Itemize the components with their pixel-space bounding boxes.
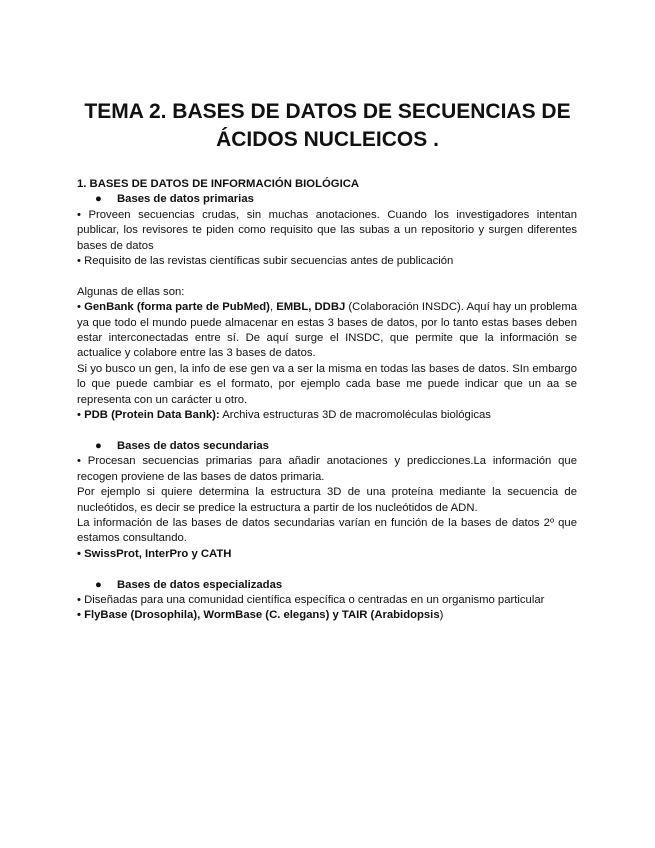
separator-text: , xyxy=(269,301,277,314)
section-heading: 1. BASES DE DATOS DE INFORMACIÓN BIOLÓGICA xyxy=(77,178,360,190)
subsection-title: Bases de datos secundarias xyxy=(117,439,269,452)
paragraph-genbank xyxy=(77,300,577,362)
paragraph: • Diseñadas para una comunidad científica específica o centradas en un organismo particular xyxy=(77,593,545,606)
subsection-title: Bases de datos especializadas xyxy=(117,578,283,591)
paragraph: La información de las bases de datos secundarias varían en función de la bases de datos 2º que estamos consultando. xyxy=(77,516,577,545)
paragraph: Si yo busco un gen, la info de ese gen va a ser la misma en todas las bases de datos. SIn embargo lo que puede cambiar es el formato, por ejemplo cada base me puede indicar que un aa se representa con un carácter u otro. xyxy=(77,362,577,406)
subsection-heading-especializadas xyxy=(77,578,577,593)
bullet-icon: ● xyxy=(95,439,102,452)
genbank-term: GenBank (forma parte de PubMed) xyxy=(84,301,270,314)
paragraph: • Procesan secuencias primarias para añadir anotaciones y predicciones.La información que recogen proviene de las bases de datos primaria. xyxy=(77,455,577,483)
spacer xyxy=(77,423,577,438)
bullet-icon: ● xyxy=(95,193,102,206)
database-list: • SwissProt, InterPro y CATH xyxy=(77,547,232,560)
title-line-2: ÁCIDOS NUCLEICOS . xyxy=(216,128,439,151)
paragraph-pdb xyxy=(77,408,577,423)
paragraph: Algunas de ellas son: xyxy=(77,285,185,298)
database-list: • FlyBase (Drosophila), WormBase (C. elegans) y TAIR (Arabidopsis xyxy=(77,609,440,622)
paragraph-text: (Colaboración INSDC). Aquí hay un problema ya que todo el mundo puede almacenar en estas 3 bases de datos, por lo tanto estas bases deben estar interconectadas entre sí. De aquí surge el INSDC, que permite que la información se actualice y colabore entre las 3 bases de datos. xyxy=(77,301,578,360)
document-body xyxy=(77,177,577,624)
paragraph: • Requisito de las revistas científicas subir secuencias antes de publicación xyxy=(77,255,454,268)
spacer xyxy=(77,562,577,577)
paragraph-text: ) xyxy=(439,609,444,622)
title-line-1: TEMA 2. BASES DE DATOS DE SECUENCIAS DE xyxy=(84,100,571,123)
paragraph-text: Archiva estructuras 3D de macromoléculas biológicas xyxy=(219,409,491,422)
embl-ddbj-term: EMBL, DDBJ xyxy=(276,301,346,314)
page-title xyxy=(40,98,615,154)
spacer xyxy=(77,269,577,284)
pdb-term: PDB (Protein Data Bank): xyxy=(84,409,220,422)
bullet-text: • xyxy=(77,409,85,422)
subsection-heading-primarias xyxy=(77,192,577,207)
bullet-text: • xyxy=(77,301,85,314)
paragraph: • Proveen secuencias crudas, sin muchas anotaciones. Cuando los investigadores intentan publicar, los revisores te piden como requisito que las subas a un repositorio y surgen diferentes bases de datos xyxy=(77,208,577,252)
subsection-heading-secundarias xyxy=(77,439,577,454)
bullet-icon: ● xyxy=(95,578,102,591)
subsection-title: Bases de datos primarias xyxy=(117,193,254,206)
paragraph-bold xyxy=(77,608,577,623)
paragraph-bold xyxy=(77,547,577,562)
paragraph: Por ejemplo si quiere determina la estructura 3D de una proteína mediante la secuencia de nucleótidos, es decir se predice la estructura a partir de los nucleótidos de ADN. xyxy=(77,486,577,514)
